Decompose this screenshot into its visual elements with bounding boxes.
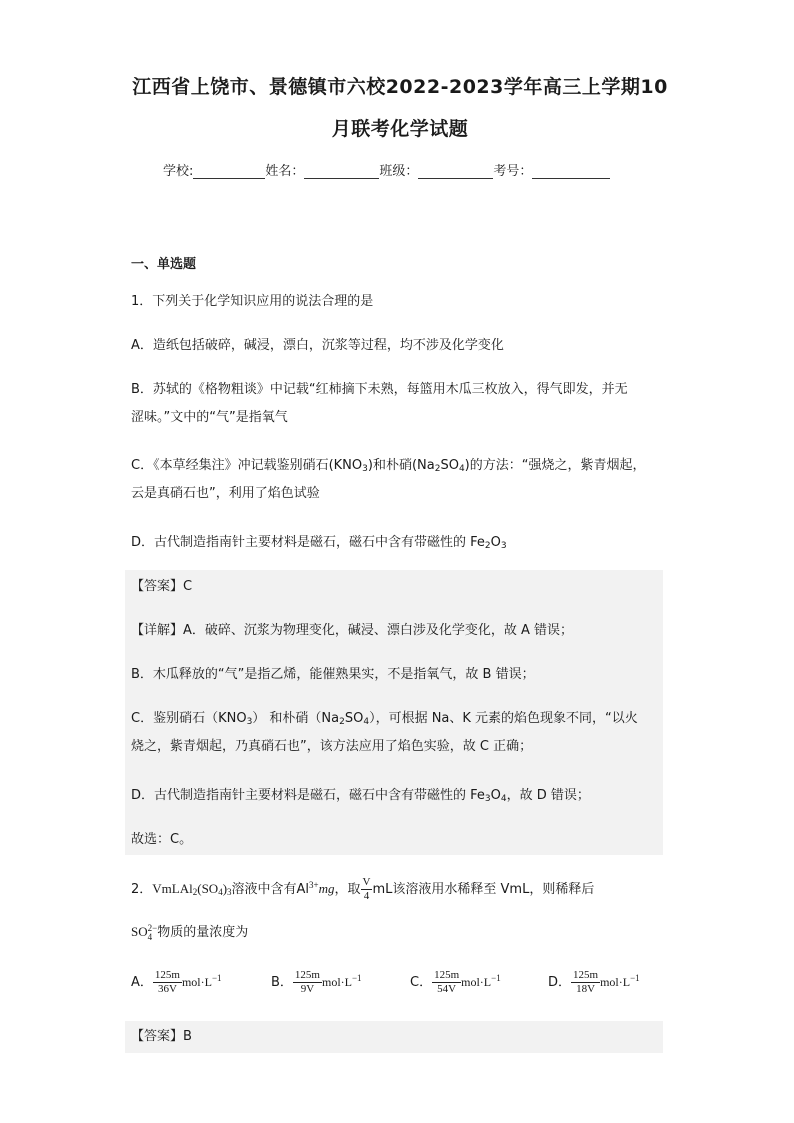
q1-d-sub-2: 2	[484, 541, 491, 551]
q2-so4-close: )	[222, 881, 228, 896]
q2-stem-line2	[131, 918, 666, 947]
school-blank[interactable]	[193, 164, 265, 179]
q2-option-a-exp: −1	[211, 973, 222, 983]
q2-option-c[interactable]	[410, 969, 501, 996]
exam-title-line1: 江西省上饶市、景德镇市六校2022-2023学年高三上学期10	[132, 76, 668, 98]
q1-option-c-line2: 云是真硝石也”，利用了焰色试验	[131, 486, 320, 501]
q1-detail-c	[131, 705, 666, 761]
q1-conclusion: 故选：C。	[131, 832, 193, 847]
section-heading: 一、单选题	[131, 257, 197, 272]
q2-option-b-exp: −1	[351, 973, 362, 983]
q2-option-d-exp: −1	[630, 973, 640, 983]
q1-option-c	[131, 452, 666, 508]
q1-c-text-2: )和朴硝(Na	[367, 458, 435, 473]
q1-c-sub-4: 4	[458, 464, 465, 474]
q2-so4-ion-scripts	[148, 924, 158, 942]
q1-detail-d	[131, 782, 666, 810]
q2-option-d-num: 125m	[573, 969, 599, 981]
name-blank[interactable]	[304, 164, 379, 179]
q1-c-text-3: SO	[440, 458, 459, 473]
q1-detail-c-line1	[131, 705, 666, 733]
q2-fraction-den: 4	[363, 890, 370, 902]
q2-option-a-label: A．	[131, 975, 153, 990]
q1-detail-c-text-3: SO	[344, 711, 364, 726]
q1-c-text-4: )的方法：“强烧之，紫青烟起，	[464, 458, 646, 473]
q1-c-text-1: C．《本草经集注》冲记载鉴别硝石(KNO	[131, 458, 363, 473]
q2-option-d-unit: mol·L	[600, 975, 631, 989]
q1-option-b-line2: 涩味。”文中的“气”是指氧气	[131, 410, 288, 425]
q2-option-b-fraction	[293, 969, 322, 996]
school-label: 学校:	[163, 164, 194, 179]
q2-option-c-num: 125m	[434, 969, 460, 981]
q1-d-sub-3: 3	[500, 541, 507, 551]
q2-volume-formula: VmLAl	[152, 881, 193, 896]
q2-option-d[interactable]	[548, 969, 640, 996]
q2-option-b[interactable]	[271, 969, 362, 996]
q1-detail-c-line2: 烧之，紫青烟起，乃真硝石也”，该方法应用了焰色实验，故 C 正确；	[131, 739, 533, 754]
q2-option-a-num: 125m	[154, 969, 180, 981]
q2-option-a-unit: mol·L	[181, 975, 212, 989]
q1-detail-b: B．木瓜释放的“气”是指乙烯，能催熟果实，不是指氧气，故 B 错误；	[131, 667, 535, 682]
q2-al-sub-2: 2	[192, 887, 198, 897]
q2-al-charge: 3+	[309, 880, 319, 890]
q2-option-d-den: 18V	[576, 983, 596, 995]
q2-option-c-unit: mol·L	[461, 975, 492, 989]
q2-fraction-num: V	[362, 876, 371, 888]
q1-option-b	[131, 376, 666, 432]
q1-detail-d-sub-4: 4	[500, 794, 507, 804]
q1-detail-d-text-1: D．古代制造指南针主要材料是磁石，磁石中含有带磁性的 Fe	[131, 788, 485, 803]
q1-detail-c-text-4: ），可根据 Na、K 元素的焰色现象不同，“以火	[369, 711, 638, 726]
q2-option-a-fraction	[153, 969, 182, 996]
q1-option-c-line1	[131, 452, 666, 480]
q2-text-4: 物质的量浓度为	[157, 925, 249, 940]
q1-detail-a: 【详解】A．破碎、沉浆为物理变化，碱浸、漂白涉及化学变化，故 A 错误；	[131, 623, 574, 638]
q2-mass: mg	[318, 881, 335, 896]
q2-option-c-fraction	[432, 969, 461, 996]
q2-option-d-label: D．	[548, 975, 572, 990]
q2-option-a[interactable]	[131, 969, 222, 996]
name-label: 姓名：	[265, 164, 305, 179]
q2-option-b-num: 125m	[294, 969, 320, 981]
q1-detail-c-sub-2: 2	[339, 717, 345, 727]
q1-detail-c-text-2: ） 和朴硝（Na	[252, 711, 340, 726]
q2-number: 2．	[131, 882, 153, 897]
q2-option-b-den: 9V	[300, 983, 315, 995]
q2-answer: 【答案】B	[131, 1029, 192, 1044]
q2-text-2: ，取	[334, 882, 361, 897]
q1-detail-d-text-2: O	[490, 788, 501, 803]
q1-stem: 1．下列关于化学知识应用的说法合理的是	[131, 294, 374, 309]
q2-text-3: mL该溶液用水稀释至 VmL，则稀释后	[372, 882, 595, 897]
q2-option-c-den: 54V	[437, 983, 457, 995]
q1-d-text-1: D．古代制造指南针主要材料是磁石，磁石中含有带磁性的 Fe	[131, 535, 485, 550]
q2-so4-open: (SO	[197, 881, 219, 896]
q2-so4-charge: 2−	[147, 922, 158, 933]
q1-detail-d-sub-3: 3	[484, 794, 491, 804]
q2-option-b-label: B．	[271, 975, 293, 990]
q1-option-b-line1: B．苏轼的《格物粗谈》中记载“红柿摘下未熟，每篮用木瓜三枚放入，得气即发，并无	[131, 382, 628, 397]
number-blank[interactable]	[532, 164, 610, 179]
q1-c-sub-3: 3	[362, 464, 368, 474]
q2-option-a-den: 36V	[157, 983, 177, 995]
q2-option-c-label: C．	[410, 975, 433, 990]
q2-fraction-v-over-4	[361, 876, 373, 903]
number-label: 考号：	[493, 164, 533, 179]
q1-d-text-2: O	[490, 535, 501, 550]
q2-so4-ion: SO	[131, 924, 148, 939]
q1-option-a: A．造纸包括破碎，碱浸，漂白，沉浆等过程，均不涉及化学变化	[131, 338, 504, 353]
q2-so4-sub: 4	[147, 931, 153, 942]
q2-option-b-unit: mol·L	[321, 975, 352, 989]
q1-detail-c-sub-3: 3	[246, 717, 253, 727]
q2-option-c-exp: −1	[491, 973, 501, 983]
q1-detail-d-text-3: ，故 D 错误；	[506, 788, 590, 803]
q1-answer: 【答案】C	[131, 579, 193, 594]
exam-title-line2: 月联考化学试题	[331, 118, 469, 140]
q2-so4-sub-3: 3	[227, 887, 232, 897]
q1-detail-c-text-1: C．鉴别硝石（KNO	[131, 711, 247, 726]
q2-option-d-fraction	[571, 969, 600, 996]
class-blank[interactable]	[418, 164, 493, 179]
q2-so4-sub-4: 4	[218, 887, 223, 897]
q1-option-d	[131, 529, 666, 557]
q2-text-1: 溶液中含有Al	[231, 882, 310, 897]
q1-c-sub-2: 2	[434, 464, 441, 474]
class-label: 班级：	[379, 164, 419, 179]
q1-detail-c-sub-4: 4	[363, 717, 370, 727]
student-info-row	[163, 160, 610, 179]
q2-stem-line1	[131, 872, 666, 907]
